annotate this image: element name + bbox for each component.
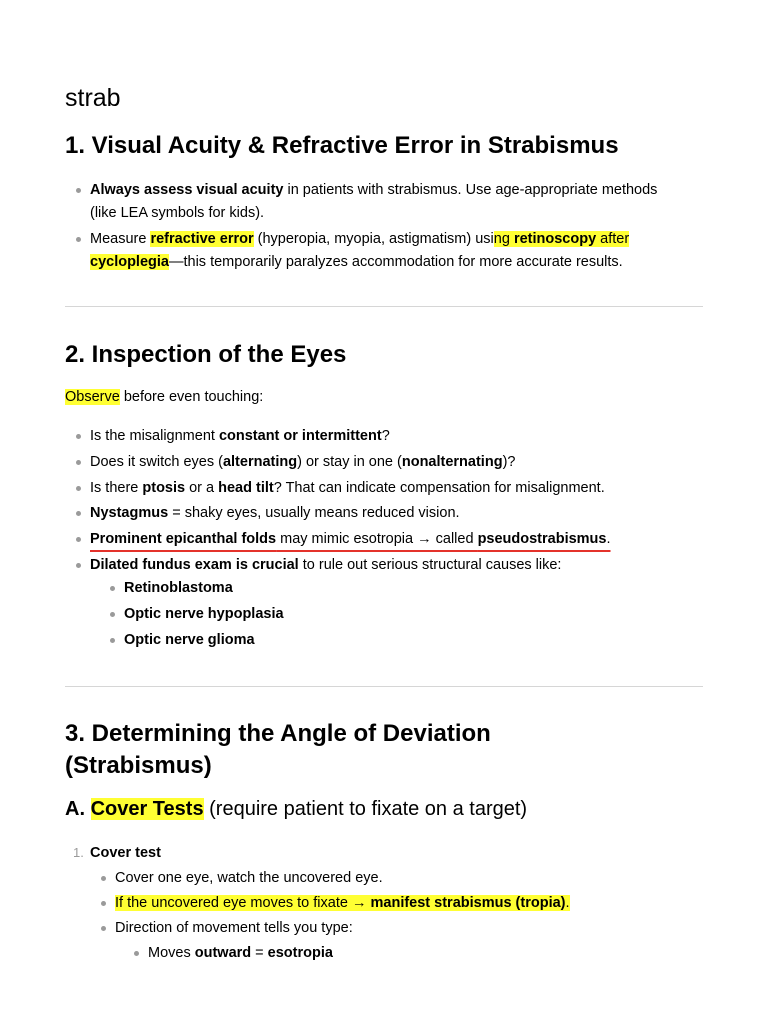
s1-bullet-refractive-error: Measure refractive error (hyperopia, myopia, astigmatism) using retinoscopy after cycloplegia—this temporarily paralyzes accommodation for more accurate results. bbox=[90, 228, 700, 274]
s2-sub-glioma: Optic nerve glioma bbox=[124, 629, 684, 652]
s2-bullet-fundus: Dilated fundus exam is crucial to rule out serious structural causes like: bbox=[90, 554, 700, 577]
s2-intro: Observe before even touching: bbox=[65, 389, 264, 405]
cover-test-step-1: Cover one eye, watch the uncovered eye. bbox=[115, 867, 695, 890]
red-underline: Prominent epicanthal folds may mimic esotropia → called pseudostrabismus. bbox=[90, 531, 611, 547]
s2-bullet-ptosis: Is there ptosis or a head tilt? That can indicate compensation for misalignment. bbox=[90, 477, 700, 500]
s2-sub-retinoblastoma: Retinoblastoma bbox=[124, 577, 684, 600]
cover-test-step-2: If the uncovered eye moves to fixate → manifest strabismus (tropia). bbox=[115, 892, 695, 915]
s2-bullet-epicanthal bbox=[90, 528, 700, 551]
cover-test-step-3: Direction of movement tells you type: bbox=[115, 917, 695, 940]
s1-bullet-visual-acuity: Always assess visual acuity in patients with strabismus. Use age-appropriate methods (like LEA symbols for kids). bbox=[90, 179, 700, 225]
list-number: 1. bbox=[73, 845, 84, 860]
section-1-heading: 1. Visual Acuity & Refractive Error in Strabismus bbox=[65, 132, 619, 159]
section-2-heading: 2. Inspection of the Eyes bbox=[65, 341, 347, 368]
s2-sub-hypoplasia: Optic nerve hypoplasia bbox=[124, 603, 684, 626]
subsection-a-heading: A. Cover Tests (require patient to fixate on a target) bbox=[65, 798, 528, 820]
section-3-heading-line1: 3. Determining the Angle of Deviation bbox=[65, 720, 491, 747]
cover-test-substep: Moves outward = esotropia bbox=[148, 942, 688, 965]
s2-bullet-alternating: Does it switch eyes (alternating) or stay in one (nonalternating)? bbox=[90, 451, 700, 474]
s2-bullet-nystagmus: Nystagmus = shaky eyes, usually means reduced vision. bbox=[90, 502, 700, 525]
document-title: strab bbox=[65, 84, 121, 112]
section-3-heading-line2: (Strabismus) bbox=[65, 752, 212, 779]
s2-bullet-misalignment: Is the misalignment constant or intermittent? bbox=[90, 425, 700, 448]
divider bbox=[65, 306, 703, 307]
cover-test-label: Cover test bbox=[90, 845, 161, 861]
divider bbox=[65, 686, 703, 687]
